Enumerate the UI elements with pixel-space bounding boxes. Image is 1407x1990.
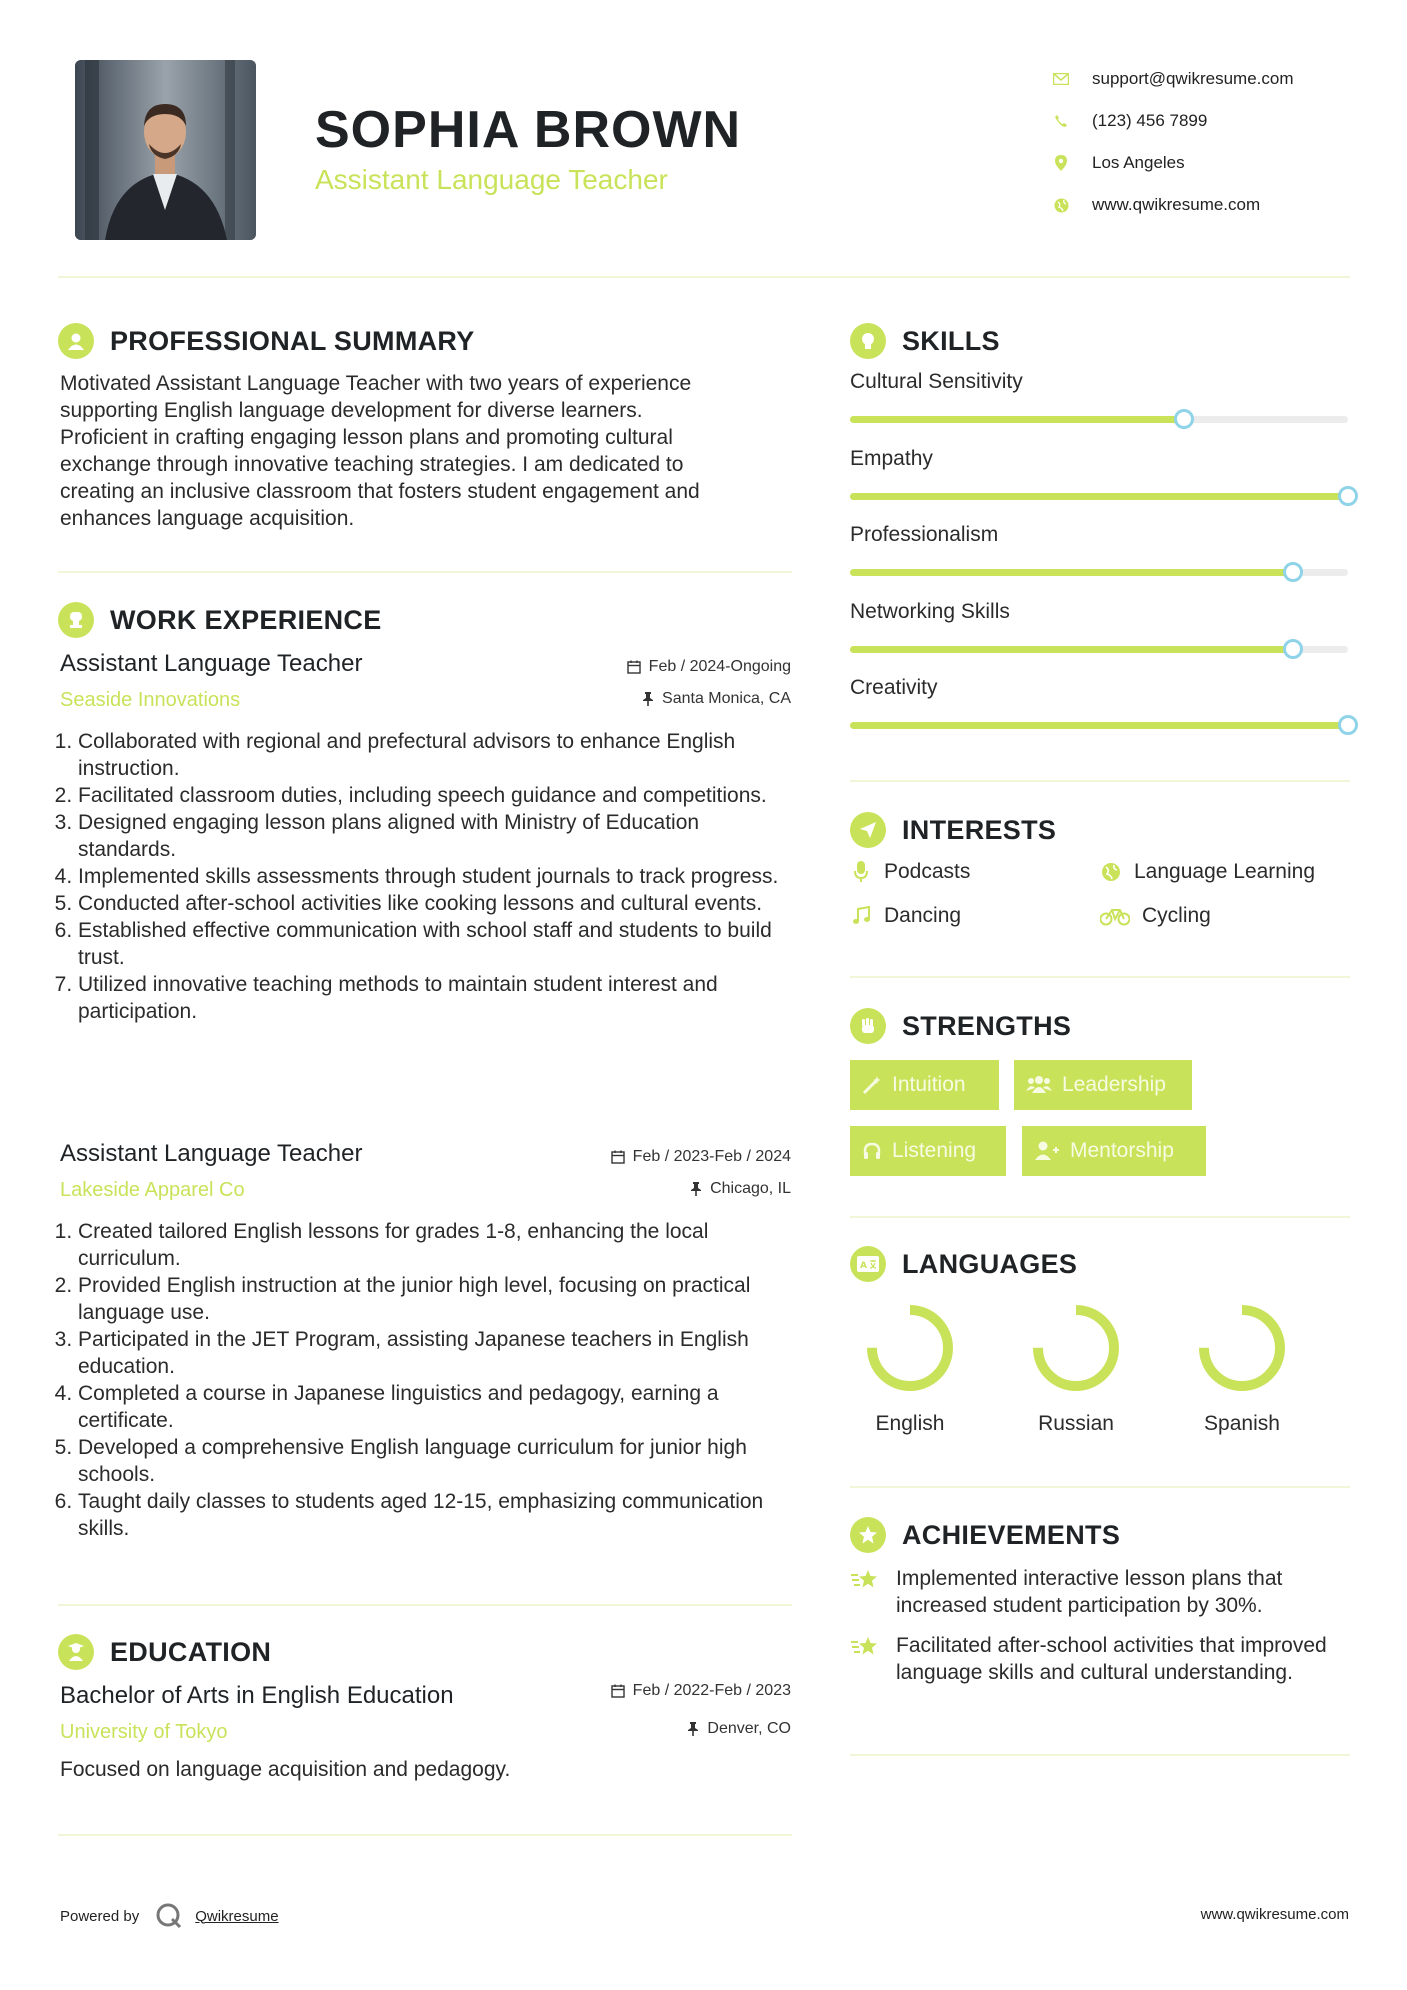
- list-item: 3. Designed engaging lesson plans aligned with Ministry of Education standards.: [78, 809, 800, 863]
- interest-cycling: [1100, 904, 1211, 928]
- skill-slider-knob: [1283, 562, 1303, 582]
- strength-label: Intuition: [892, 1073, 966, 1096]
- list-item: 3. Participated in the JET Program, assisting Japanese teachers in English education.: [78, 1326, 800, 1380]
- section-divider: [58, 1834, 792, 1836]
- paper-plane-icon: [850, 812, 886, 848]
- section-divider: [850, 1216, 1350, 1218]
- contact-phone[interactable]: [1052, 100, 1352, 142]
- candidate-name: SOPHIA BROWN: [315, 101, 742, 159]
- list-item: 1. Created tailored English lessons for grades 1-8, enhancing the local curriculum.: [78, 1218, 800, 1272]
- job-location: [642, 690, 791, 708]
- experience-heading: [58, 602, 382, 638]
- language-item: [1182, 1300, 1302, 1436]
- skill-bar-fill: [850, 569, 1293, 576]
- calendar-icon: [611, 1684, 625, 1698]
- strength-chip: [1022, 1126, 1206, 1176]
- powered-by-text: Powered by: [60, 1907, 140, 1925]
- shooting-star-icon: [850, 1634, 880, 1686]
- list-item: 6. Taught daily classes to students aged 12-15, emphasizing communication skills.: [78, 1488, 800, 1542]
- list-item: 5. Conducted after-school activities like cooking lessons and cultural events.: [78, 890, 800, 917]
- interest-label: Podcasts: [884, 860, 971, 883]
- section-divider: [850, 976, 1350, 978]
- user-plus-icon: [1034, 1141, 1060, 1161]
- education-heading: [58, 1634, 271, 1670]
- skill-bar-fill: [850, 416, 1184, 423]
- bicycle-icon: [1100, 905, 1130, 927]
- list-item: 6. Established effective communication with school staff and students to build trust.: [78, 917, 800, 971]
- section-divider: [850, 1486, 1350, 1488]
- education-location: [687, 1720, 791, 1738]
- languages-title: LANGUAGES: [902, 1248, 1078, 1279]
- achievement-item: [850, 1565, 1350, 1619]
- job-location: [690, 1180, 791, 1198]
- calendar-icon: [627, 660, 641, 674]
- globe-icon: [1052, 196, 1070, 214]
- svg-text:A: A: [860, 1261, 868, 1271]
- contact-website-text: www.qwikresume.com: [1092, 195, 1261, 214]
- achievement-item: [850, 1632, 1350, 1686]
- language-ring-arc: [1038, 1310, 1114, 1386]
- microphone-icon: [850, 861, 872, 883]
- list-item: 1. Collaborated with regional and prefectural advisors to enhance English instruction.: [78, 728, 800, 782]
- interest-label: Dancing: [884, 904, 962, 927]
- job-dates-text: Feb / 2024-Ongoing: [648, 658, 791, 675]
- calendar-icon: [611, 1150, 625, 1164]
- contact-location-text: Los Angeles: [1092, 153, 1185, 172]
- section-divider: [58, 571, 792, 573]
- skill-bar-fill: [850, 722, 1348, 729]
- skill-label: Networking Skills: [850, 599, 1010, 623]
- graduation-icon: [58, 1634, 94, 1670]
- language-label: English: [875, 1412, 945, 1435]
- skill-label: Professionalism: [850, 523, 999, 546]
- achievement-text: Facilitated after-school activities that improved language skills and cultural understanding.: [896, 1634, 1327, 1684]
- achievements-title: ACHIEVEMENTS: [902, 1519, 1121, 1550]
- skill-bar: [850, 646, 1348, 653]
- skill-bar: [850, 722, 1348, 729]
- skills-heading: [850, 323, 1000, 359]
- skill-slider-knob: [1338, 486, 1358, 506]
- section-divider: [850, 780, 1350, 782]
- list-item: 5. Developed a comprehensive English language curriculum for junior high schools.: [78, 1434, 800, 1488]
- list-item: 4. Implemented skills assessments through student journals to track progress.: [78, 863, 800, 890]
- job-title: Assistant Language Teacher: [60, 650, 363, 677]
- interest-label: Cycling: [1142, 904, 1211, 927]
- strength-chip: [1014, 1060, 1192, 1110]
- briefcase-icon: [58, 602, 94, 638]
- contact-block: [1052, 58, 1352, 226]
- summary-line: creating an inclusive classroom that fosters student engagement and: [60, 480, 700, 503]
- candidate-role: Assistant Language Teacher: [315, 164, 668, 195]
- experience-title: WORK EXPERIENCE: [110, 604, 382, 635]
- shooting-star-icon: [850, 1567, 880, 1619]
- language-ring: [1028, 1300, 1124, 1396]
- section-divider: [58, 1604, 792, 1606]
- map-pin-icon: [1052, 154, 1070, 172]
- skill-label: Creativity: [850, 676, 938, 699]
- summary-line: exchange through innovative teaching strategies. I am dedicated to: [60, 453, 684, 476]
- phone-icon: [1052, 112, 1070, 130]
- qwikresume-link[interactable]: Qwikresume: [195, 1907, 279, 1925]
- skill-bar-fill: [850, 493, 1348, 500]
- footer-powered-by: [60, 1902, 279, 1930]
- interest-label: Language Learning: [1134, 860, 1316, 883]
- job-title: Assistant Language Teacher: [60, 1140, 363, 1167]
- language-icon: [850, 1246, 886, 1282]
- interests-heading: [850, 812, 1056, 848]
- contact-phone-text: (123) 456 7899: [1092, 111, 1208, 130]
- job-duties: [60, 1218, 800, 1542]
- job-duties: [60, 728, 800, 1025]
- job-location-text: Santa Monica, CA: [662, 690, 791, 707]
- language-label: Spanish: [1204, 1412, 1280, 1435]
- skills-title: SKILLS: [902, 325, 1000, 356]
- magic-wand-icon: [862, 1075, 882, 1095]
- pin-icon: [687, 1722, 699, 1736]
- star-badge-icon: [850, 1517, 886, 1553]
- strength-label: Mentorship: [1070, 1139, 1174, 1162]
- users-icon: [1026, 1075, 1052, 1095]
- language-item: [1016, 1300, 1136, 1436]
- skill-slider-knob: [1283, 639, 1303, 659]
- summary-title: PROFESSIONAL SUMMARY: [110, 325, 475, 356]
- contact-email[interactable]: [1052, 58, 1352, 100]
- summary-line: Motivated Assistant Language Teacher with two years of experience: [60, 372, 692, 395]
- strengths-title: STRENGTHS: [902, 1010, 1072, 1041]
- education-dates: [611, 1682, 791, 1700]
- strength-label: Leadership: [1062, 1073, 1166, 1096]
- interest-podcasts: [850, 860, 970, 884]
- globe-icon: [1100, 861, 1122, 883]
- skill-slider-knob: [1174, 409, 1194, 429]
- list-item: 4. Completed a course in Japanese linguistics and pedagogy, earning a certificate.: [78, 1380, 800, 1434]
- pin-icon: [690, 1182, 702, 1196]
- interest-language-learning: [1100, 860, 1315, 884]
- contact-website[interactable]: [1052, 184, 1352, 226]
- job-company: Seaside Innovations: [60, 689, 241, 711]
- job-company: Lakeside Apparel Co: [60, 1179, 245, 1201]
- list-item: 7. Utilized innovative teaching methods to maintain student interest and participation.: [78, 971, 800, 1025]
- envelope-icon: [1052, 70, 1070, 88]
- skill-bar-fill: [850, 646, 1293, 653]
- contact-location: [1052, 142, 1352, 184]
- footer-website[interactable]: www.qwikresume.com: [1200, 1906, 1349, 1923]
- language-label: Russian: [1038, 1412, 1114, 1435]
- language-ring: [1194, 1300, 1290, 1396]
- job-dates: [627, 658, 791, 676]
- degree-title: Bachelor of Arts in English Education: [60, 1682, 454, 1709]
- list-item: 2. Facilitated classroom duties, including speech guidance and competitions.: [78, 782, 800, 809]
- contact-email-text: support@qwikresume.com: [1092, 69, 1294, 88]
- education-dates-text: Feb / 2022-Feb / 2023: [632, 1682, 791, 1699]
- section-divider: [850, 1754, 1350, 1756]
- skill-bar: [850, 416, 1348, 423]
- job-dates-text: Feb / 2023-Feb / 2024: [632, 1148, 791, 1165]
- languages-heading: [850, 1246, 1077, 1282]
- language-ring-arc: [872, 1310, 948, 1386]
- summary-heading: [58, 323, 475, 359]
- headphones-icon: [862, 1141, 882, 1161]
- education-title: EDUCATION: [110, 1636, 272, 1667]
- strength-chip: [850, 1060, 999, 1110]
- language-item: [850, 1300, 970, 1436]
- strengths-heading: [850, 1008, 1071, 1044]
- language-ring-arc: [1204, 1310, 1280, 1386]
- language-ring: [862, 1300, 958, 1396]
- skill-label: Cultural Sensitivity: [850, 370, 1023, 393]
- user-icon: [58, 323, 94, 359]
- skill-bar: [850, 493, 1348, 500]
- summary-line: supporting English language development for diverse learners.: [60, 399, 643, 422]
- strength-label: Listening: [892, 1139, 977, 1162]
- education-location-text: Denver, CO: [707, 1720, 791, 1737]
- lightbulb-icon: [850, 323, 886, 359]
- school-name: University of Tokyo: [60, 1721, 228, 1743]
- interests-title: INTERESTS: [902, 814, 1057, 845]
- job-dates: [611, 1148, 791, 1166]
- strength-chip: [850, 1126, 1006, 1176]
- fist-icon: [850, 1008, 886, 1044]
- skill-bar: [850, 569, 1348, 576]
- list-item: 2. Provided English instruction at the junior high level, focusing on practical language use.: [78, 1272, 800, 1326]
- summary-line: Proficient in crafting engaging lesson plans and promoting cultural: [60, 426, 673, 449]
- skill-slider-knob: [1338, 715, 1358, 735]
- music-note-icon: [850, 905, 872, 927]
- education-description: Focused on language acquisition and pedagogy.: [60, 1758, 511, 1781]
- summary-text: [60, 370, 800, 532]
- achievement-text: Implemented interactive lesson plans that increased student participation by 30%.: [896, 1567, 1283, 1617]
- skill-label: Empathy: [850, 446, 933, 470]
- header-divider: [58, 276, 1350, 278]
- achievements-heading: [850, 1517, 1120, 1553]
- pin-icon: [642, 692, 654, 706]
- interest-dancing: [850, 904, 961, 928]
- summary-line: enhances language acquisition.: [60, 507, 355, 530]
- qwikresume-logo-icon: [155, 1902, 183, 1930]
- job-location-text: Chicago, IL: [710, 1180, 791, 1197]
- profile-photo: [75, 60, 256, 240]
